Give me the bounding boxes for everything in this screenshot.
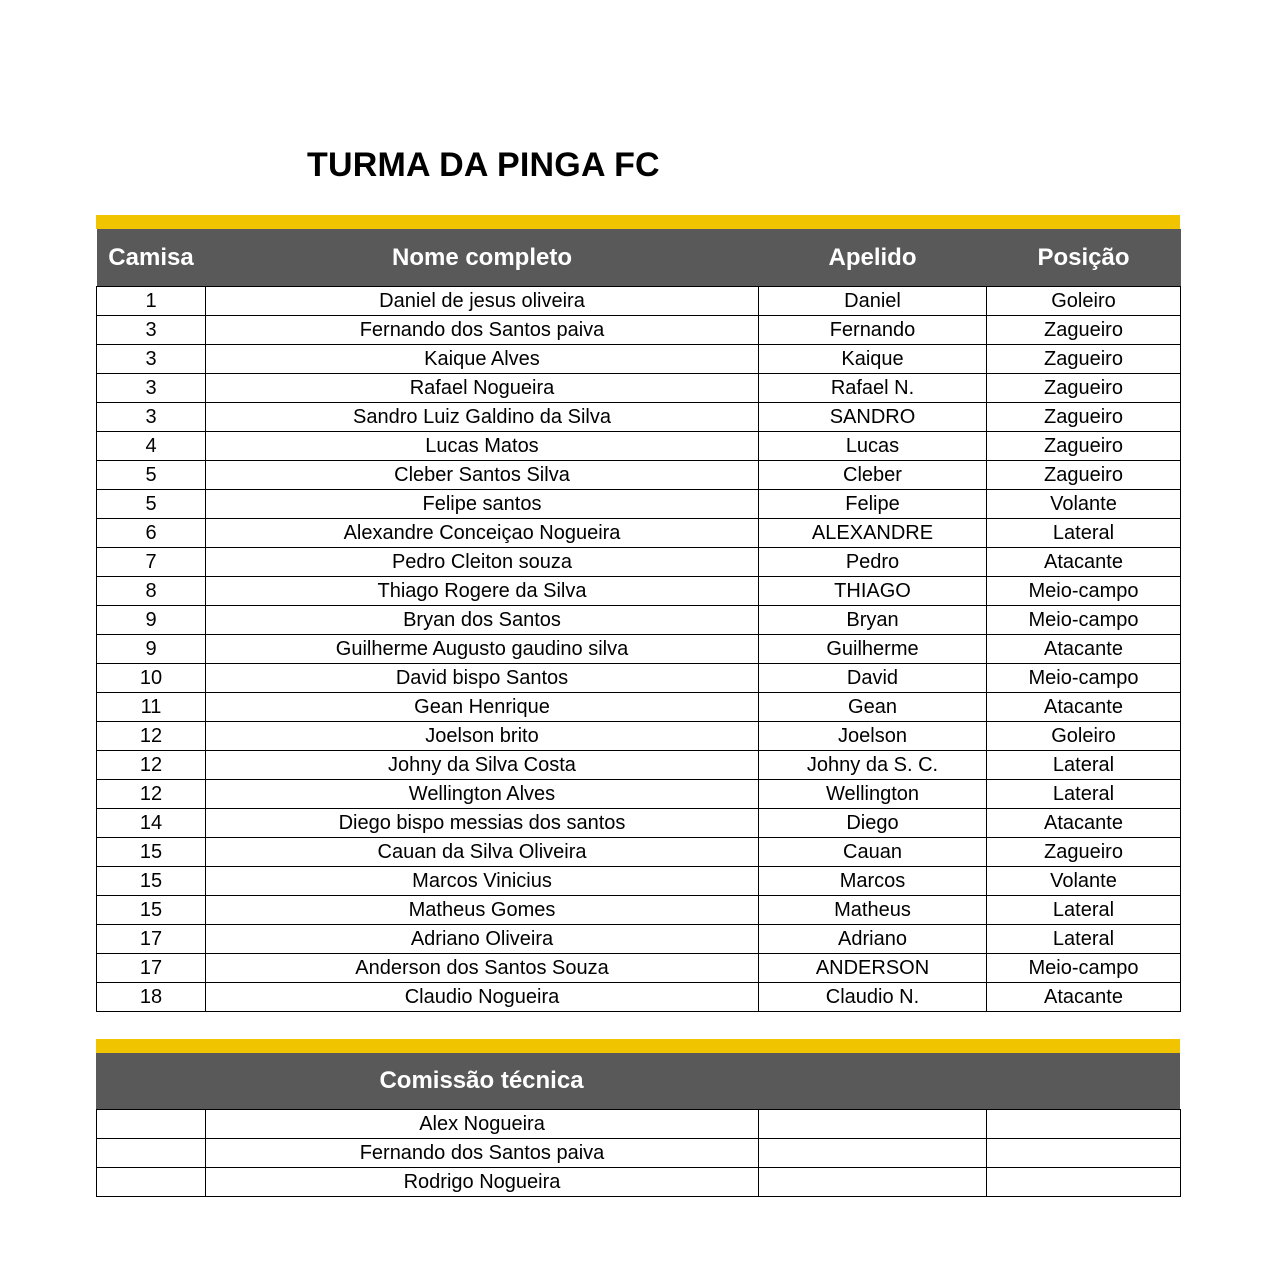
cell-camisa: 17 bbox=[97, 925, 206, 954]
cell-apelido: THIAGO bbox=[759, 577, 987, 606]
cell-apelido: Lucas bbox=[759, 432, 987, 461]
cell-apelido: Rafael N. bbox=[759, 374, 987, 403]
table-row bbox=[97, 838, 1181, 867]
staff-heading: Comissão técnica bbox=[379, 1067, 584, 1094]
cell-nome: Fernando dos Santos paiva bbox=[206, 316, 759, 345]
cell-apelido: Adriano bbox=[759, 925, 987, 954]
table-row bbox=[97, 374, 1181, 403]
cell-nome: Guilherme Augusto gaudino silva bbox=[206, 635, 759, 664]
cell-camisa: 4 bbox=[97, 432, 206, 461]
cell-camisa: 5 bbox=[97, 490, 206, 519]
cell-nome: Wellington Alves bbox=[206, 780, 759, 809]
cell-nome: Gean Henrique bbox=[206, 693, 759, 722]
cell-camisa: 8 bbox=[97, 577, 206, 606]
cell-camisa: 7 bbox=[97, 548, 206, 577]
cell-camisa: 12 bbox=[97, 722, 206, 751]
cell-apelido: Pedro bbox=[759, 548, 987, 577]
cell-posicao: Zagueiro bbox=[987, 316, 1181, 345]
cell-apelido: Felipe bbox=[759, 490, 987, 519]
cell-camisa: 3 bbox=[97, 403, 206, 432]
cell-camisa: 18 bbox=[97, 983, 206, 1012]
empty-cell bbox=[97, 1110, 206, 1139]
cell-nome: Adriano Oliveira bbox=[206, 925, 759, 954]
cell-nome: Daniel de jesus oliveira bbox=[206, 287, 759, 316]
empty-cell bbox=[987, 1110, 1181, 1139]
empty-cell bbox=[759, 1110, 987, 1139]
empty-cell bbox=[97, 1139, 206, 1168]
cell-nome: Joelson brito bbox=[206, 722, 759, 751]
cell-nome: Felipe santos bbox=[206, 490, 759, 519]
staff-member-name: Fernando dos Santos paiva bbox=[206, 1139, 759, 1168]
staff-row bbox=[97, 1110, 1181, 1139]
table-row bbox=[97, 577, 1181, 606]
cell-camisa: 1 bbox=[97, 287, 206, 316]
cell-posicao: Zagueiro bbox=[987, 403, 1181, 432]
cell-camisa: 15 bbox=[97, 838, 206, 867]
cell-nome: Claudio Nogueira bbox=[206, 983, 759, 1012]
cell-posicao: Atacante bbox=[987, 809, 1181, 838]
cell-posicao: Lateral bbox=[987, 519, 1181, 548]
cell-posicao: Volante bbox=[987, 867, 1181, 896]
table-row bbox=[97, 519, 1181, 548]
cell-camisa: 3 bbox=[97, 316, 206, 345]
cell-posicao: Lateral bbox=[987, 780, 1181, 809]
cell-nome: Kaique Alves bbox=[206, 345, 759, 374]
cell-apelido: Daniel bbox=[759, 287, 987, 316]
staff-table bbox=[96, 1109, 1181, 1197]
table-row bbox=[97, 432, 1181, 461]
cell-camisa: 3 bbox=[97, 374, 206, 403]
cell-camisa: 5 bbox=[97, 461, 206, 490]
cell-apelido: Diego bbox=[759, 809, 987, 838]
cell-camisa: 11 bbox=[97, 693, 206, 722]
cell-posicao: Meio-campo bbox=[987, 954, 1181, 983]
cell-camisa: 6 bbox=[97, 519, 206, 548]
empty-cell bbox=[987, 1168, 1181, 1197]
table-row bbox=[97, 925, 1181, 954]
cell-camisa: 3 bbox=[97, 345, 206, 374]
cell-apelido: Fernando bbox=[759, 316, 987, 345]
page-title: TURMA DA PINGA FC bbox=[307, 146, 660, 184]
roster-table bbox=[96, 229, 1181, 1012]
staff-member-name: Alex Nogueira bbox=[206, 1110, 759, 1139]
table-row bbox=[97, 635, 1181, 664]
cell-camisa: 9 bbox=[97, 606, 206, 635]
cell-nome: Bryan dos Santos bbox=[206, 606, 759, 635]
cell-apelido: Claudio N. bbox=[759, 983, 987, 1012]
cell-nome: Cauan da Silva Oliveira bbox=[206, 838, 759, 867]
staff-row bbox=[97, 1168, 1181, 1197]
table-row bbox=[97, 664, 1181, 693]
cell-apelido: Bryan bbox=[759, 606, 987, 635]
roster-accent-bar bbox=[96, 215, 1180, 229]
empty-cell bbox=[759, 1168, 987, 1197]
staff-accent-bar bbox=[96, 1039, 1180, 1053]
cell-nome: Johny da Silva Costa bbox=[206, 751, 759, 780]
table-row bbox=[97, 867, 1181, 896]
cell-camisa: 14 bbox=[97, 809, 206, 838]
table-row bbox=[97, 780, 1181, 809]
cell-apelido: Cleber bbox=[759, 461, 987, 490]
table-row bbox=[97, 722, 1181, 751]
empty-cell bbox=[987, 1139, 1181, 1168]
table-row bbox=[97, 490, 1181, 519]
staff-header bbox=[96, 1053, 1180, 1109]
cell-posicao: Atacante bbox=[987, 693, 1181, 722]
cell-nome: Matheus Gomes bbox=[206, 896, 759, 925]
cell-camisa: 12 bbox=[97, 751, 206, 780]
cell-nome: Lucas Matos bbox=[206, 432, 759, 461]
cell-nome: Thiago Rogere da Silva bbox=[206, 577, 759, 606]
table-row bbox=[97, 751, 1181, 780]
table-row bbox=[97, 954, 1181, 983]
cell-camisa: 15 bbox=[97, 896, 206, 925]
cell-camisa: 10 bbox=[97, 664, 206, 693]
table-row bbox=[97, 693, 1181, 722]
table-row bbox=[97, 548, 1181, 577]
column-header-camisa: Camisa bbox=[97, 229, 206, 287]
cell-posicao: Atacante bbox=[987, 983, 1181, 1012]
cell-posicao: Lateral bbox=[987, 925, 1181, 954]
cell-apelido: Wellington bbox=[759, 780, 987, 809]
cell-nome: David bispo Santos bbox=[206, 664, 759, 693]
cell-nome: Pedro Cleiton souza bbox=[206, 548, 759, 577]
table-row bbox=[97, 983, 1181, 1012]
cell-posicao: Goleiro bbox=[987, 722, 1181, 751]
cell-posicao: Lateral bbox=[987, 751, 1181, 780]
cell-posicao: Goleiro bbox=[987, 287, 1181, 316]
cell-camisa: 9 bbox=[97, 635, 206, 664]
table-row bbox=[97, 809, 1181, 838]
cell-apelido: Kaique bbox=[759, 345, 987, 374]
cell-camisa: 15 bbox=[97, 867, 206, 896]
cell-nome: Alexandre Conceiçao Nogueira bbox=[206, 519, 759, 548]
cell-posicao: Lateral bbox=[987, 896, 1181, 925]
table-row bbox=[97, 345, 1181, 374]
cell-apelido: Joelson bbox=[759, 722, 987, 751]
cell-apelido: ANDERSON bbox=[759, 954, 987, 983]
table-row bbox=[97, 461, 1181, 490]
table-row bbox=[97, 287, 1181, 316]
staff-row bbox=[97, 1139, 1181, 1168]
cell-apelido: Marcos bbox=[759, 867, 987, 896]
cell-apelido: Cauan bbox=[759, 838, 987, 867]
staff-member-name: Rodrigo Nogueira bbox=[206, 1168, 759, 1197]
roster-header-row bbox=[97, 229, 1181, 287]
table-row bbox=[97, 606, 1181, 635]
empty-cell bbox=[759, 1139, 987, 1168]
cell-nome: Cleber Santos Silva bbox=[206, 461, 759, 490]
cell-camisa: 17 bbox=[97, 954, 206, 983]
cell-apelido: Johny da S. C. bbox=[759, 751, 987, 780]
empty-cell bbox=[97, 1168, 206, 1197]
cell-camisa: 12 bbox=[97, 780, 206, 809]
cell-posicao: Zagueiro bbox=[987, 838, 1181, 867]
cell-posicao: Atacante bbox=[987, 635, 1181, 664]
table-row bbox=[97, 403, 1181, 432]
cell-posicao: Atacante bbox=[987, 548, 1181, 577]
cell-apelido: Gean bbox=[759, 693, 987, 722]
cell-nome: Marcos Vinicius bbox=[206, 867, 759, 896]
cell-posicao: Meio-campo bbox=[987, 577, 1181, 606]
cell-posicao: Meio-campo bbox=[987, 606, 1181, 635]
table-row bbox=[97, 896, 1181, 925]
cell-posicao: Meio-campo bbox=[987, 664, 1181, 693]
cell-nome: Diego bispo messias dos santos bbox=[206, 809, 759, 838]
cell-apelido: SANDRO bbox=[759, 403, 987, 432]
cell-apelido: ALEXANDRE bbox=[759, 519, 987, 548]
cell-nome: Rafael Nogueira bbox=[206, 374, 759, 403]
cell-posicao: Zagueiro bbox=[987, 345, 1181, 374]
cell-posicao: Zagueiro bbox=[987, 374, 1181, 403]
cell-nome: Anderson dos Santos Souza bbox=[206, 954, 759, 983]
cell-apelido: David bbox=[759, 664, 987, 693]
cell-posicao: Zagueiro bbox=[987, 432, 1181, 461]
column-header-apelido: Apelido bbox=[759, 229, 987, 287]
column-header-posicao: Posição bbox=[987, 229, 1181, 287]
cell-posicao: Volante bbox=[987, 490, 1181, 519]
cell-apelido: Guilherme bbox=[759, 635, 987, 664]
table-row bbox=[97, 316, 1181, 345]
cell-nome: Sandro Luiz Galdino da Silva bbox=[206, 403, 759, 432]
cell-posicao: Zagueiro bbox=[987, 461, 1181, 490]
cell-apelido: Matheus bbox=[759, 896, 987, 925]
column-header-nome: Nome completo bbox=[206, 229, 759, 287]
